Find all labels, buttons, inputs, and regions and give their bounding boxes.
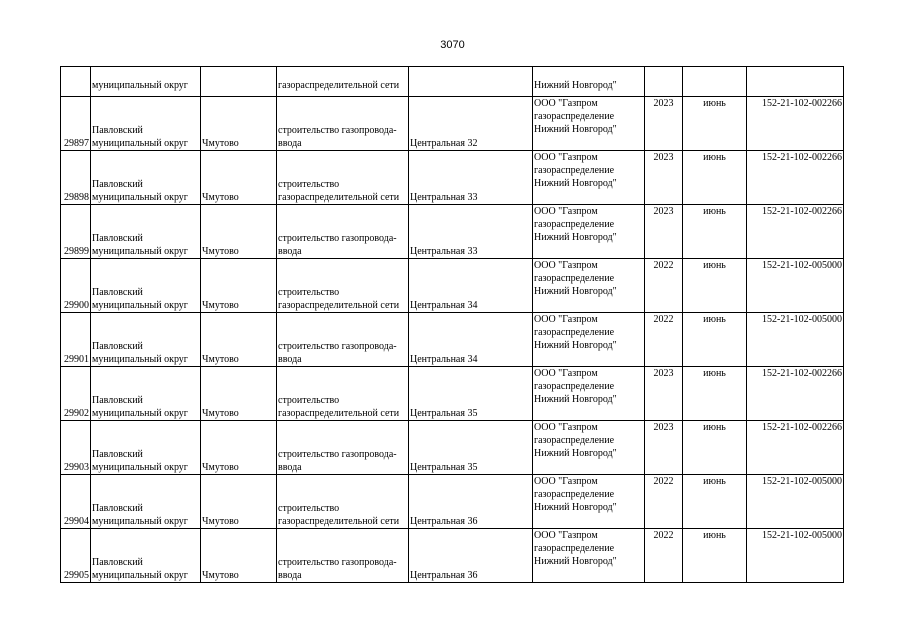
org-line: Нижний Новгород" [534,394,617,405]
cell-work [277,421,409,475]
district-line: Павловский [92,449,143,460]
cell-district [91,259,201,313]
cell-work [277,529,409,583]
cell-district [91,421,201,475]
cell-village [201,67,277,97]
cell-district [91,529,201,583]
org-line: ООО "Газпром [534,98,598,109]
district-line: муниципальный округ [92,246,188,257]
register-table [60,66,844,583]
cell-month: июнь [683,529,747,583]
cell-address: Центральная 33 [409,151,533,205]
cell-num: 29900 [61,259,91,313]
cell-district [91,367,201,421]
cell-year: 2022 [645,529,683,583]
district-line: муниципальный округ [92,408,188,419]
cell-village: Чмутово [201,367,277,421]
cell-year: 2023 [645,97,683,151]
cell-org [533,259,645,313]
cell-year: 2023 [645,421,683,475]
table-row [61,97,844,151]
cell-num: 29902 [61,367,91,421]
cell-num [61,67,91,97]
cell-work: газораспределительной сети [277,67,409,97]
cell-district [91,313,201,367]
district-line: муниципальный округ [92,192,188,203]
org-line: Нижний Новгород" [534,286,617,297]
cell-address [409,67,533,97]
cell-district: муниципальный округ [91,67,201,97]
work-line: строительство [278,287,340,298]
work-line: ввода [278,354,302,365]
cell-num: 29901 [61,313,91,367]
cell-org [533,367,645,421]
table-row [61,529,844,583]
cell-month: июнь [683,367,747,421]
org-line: Нижний Новгород" [534,556,617,567]
cell-code: 152-21-102-002266 [747,205,844,259]
cell-work [277,313,409,367]
cell-village: Чмутово [201,259,277,313]
org-line: Нижний Новгород" [534,232,617,243]
org-line: Нижний Новгород" [534,178,617,189]
org-line: ООО "Газпром [534,422,598,433]
cell-address: Центральная 32 [409,97,533,151]
cell-month: июнь [683,475,747,529]
cell-month: июнь [683,259,747,313]
cell-address: Центральная 34 [409,259,533,313]
org-line: Нижний Новгород" [534,124,617,135]
cell-num: 29905 [61,529,91,583]
org-line: ООО "Газпром [534,314,598,325]
org-line: газораспределение [534,435,615,446]
org-line: ООО "Газпром [534,368,598,379]
table-body [61,67,844,583]
cell-code: 152-21-102-002266 [747,421,844,475]
district-line: муниципальный округ [92,138,188,149]
table-row [61,205,844,259]
district-line: муниципальный округ [92,300,188,311]
cell-year: 2022 [645,313,683,367]
cell-month: июнь [683,151,747,205]
work-line: строительство [278,179,340,190]
cell-num: 29897 [61,97,91,151]
cell-village: Чмутово [201,475,277,529]
cell-code: 152-21-102-002266 [747,367,844,421]
cell-org [533,151,645,205]
cell-code [747,67,844,97]
cell-num: 29903 [61,421,91,475]
org-line: газораспределение [534,219,615,230]
table-row [61,475,844,529]
cell-month [683,67,747,97]
cell-org [533,205,645,259]
org-line: газораспределение [534,381,615,392]
district-line: муниципальный округ [92,570,188,581]
cell-month: июнь [683,205,747,259]
cell-village: Чмутово [201,97,277,151]
cell-address: Центральная 36 [409,475,533,529]
cell-village: Чмутово [201,421,277,475]
cell-code: 152-21-102-002266 [747,97,844,151]
work-line: строительство газопровода- [278,449,397,460]
cell-month: июнь [683,97,747,151]
org-line: ООО "Газпром [534,530,598,541]
district-line: Павловский [92,341,143,352]
cell-village: Чмутово [201,529,277,583]
cell-work [277,259,409,313]
work-line: строительство газопровода- [278,557,397,568]
table-row [61,367,844,421]
cell-year: 2023 [645,367,683,421]
cell-work [277,475,409,529]
district-line: Павловский [92,557,143,568]
cell-village: Чмутово [201,151,277,205]
cell-org [533,313,645,367]
cell-work [277,205,409,259]
cell-num: 29904 [61,475,91,529]
cell-org: Нижний Новгород" [533,67,645,97]
district-line: Павловский [92,287,143,298]
cell-work [277,151,409,205]
district-line: муниципальный округ [92,516,188,527]
cell-district [91,151,201,205]
cell-code: 152-21-102-005000 [747,313,844,367]
district-line: муниципальный округ [92,354,188,365]
org-line: Нижний Новгород" [534,502,617,513]
district-line: муниципальный округ [92,462,188,473]
table-row [61,421,844,475]
work-line: ввода [278,246,302,257]
table-row [61,313,844,367]
cell-work [277,97,409,151]
district-line: Павловский [92,395,143,406]
org-line: газораспределение [534,111,615,122]
cell-code: 152-21-102-002266 [747,151,844,205]
org-line: ООО "Газпром [534,206,598,217]
work-line: газораспределительной сети [278,408,400,419]
cell-address: Центральная 35 [409,421,533,475]
work-line: ввода [278,138,302,149]
org-line: ООО "Газпром [534,476,598,487]
org-line: Нижний Новгород" [534,340,617,351]
cell-address: Центральная 35 [409,367,533,421]
work-line: строительство газопровода- [278,125,397,136]
cell-month: июнь [683,313,747,367]
district-line: Павловский [92,125,143,136]
table-row [61,259,844,313]
district-line: Павловский [92,179,143,190]
cell-address: Центральная 36 [409,529,533,583]
cell-year: 2022 [645,259,683,313]
org-line: газораспределение [534,327,615,338]
district-line: Павловский [92,233,143,244]
cell-district [91,97,201,151]
org-line: газораспределение [534,165,615,176]
cell-year [645,67,683,97]
work-line: строительство [278,395,340,406]
cell-year: 2023 [645,205,683,259]
cell-num: 29898 [61,151,91,205]
page-number: 3070 [440,39,465,51]
cell-num: 29899 [61,205,91,259]
cell-address: Центральная 34 [409,313,533,367]
cell-district [91,205,201,259]
work-line: газораспределительной сети [278,300,400,311]
cell-village: Чмутово [201,313,277,367]
table-row [61,151,844,205]
work-line: газораспределительной сети [278,192,400,203]
cell-year: 2023 [645,151,683,205]
table-row-continuation [61,67,844,97]
org-line: газораспределение [534,543,615,554]
cell-village: Чмутово [201,205,277,259]
cell-year: 2022 [645,475,683,529]
district-line: Павловский [92,503,143,514]
cell-org [533,475,645,529]
work-line: строительство газопровода- [278,233,397,244]
cell-org [533,421,645,475]
work-line: газораспределительной сети [278,516,400,527]
cell-org [533,529,645,583]
cell-district [91,475,201,529]
org-line: ООО "Газпром [534,152,598,163]
cell-code: 152-21-102-005000 [747,529,844,583]
cell-org [533,97,645,151]
work-line: строительство газопровода- [278,341,397,352]
cell-month: июнь [683,421,747,475]
cell-code: 152-21-102-005000 [747,259,844,313]
org-line: ООО "Газпром [534,260,598,271]
work-line: строительство [278,503,340,514]
work-line: ввода [278,570,302,581]
work-line: ввода [278,462,302,473]
org-line: газораспределение [534,273,615,284]
org-line: Нижний Новгород" [534,448,617,459]
cell-code: 152-21-102-005000 [747,475,844,529]
org-line: газораспределение [534,489,615,500]
cell-work [277,367,409,421]
cell-address: Центральная 33 [409,205,533,259]
